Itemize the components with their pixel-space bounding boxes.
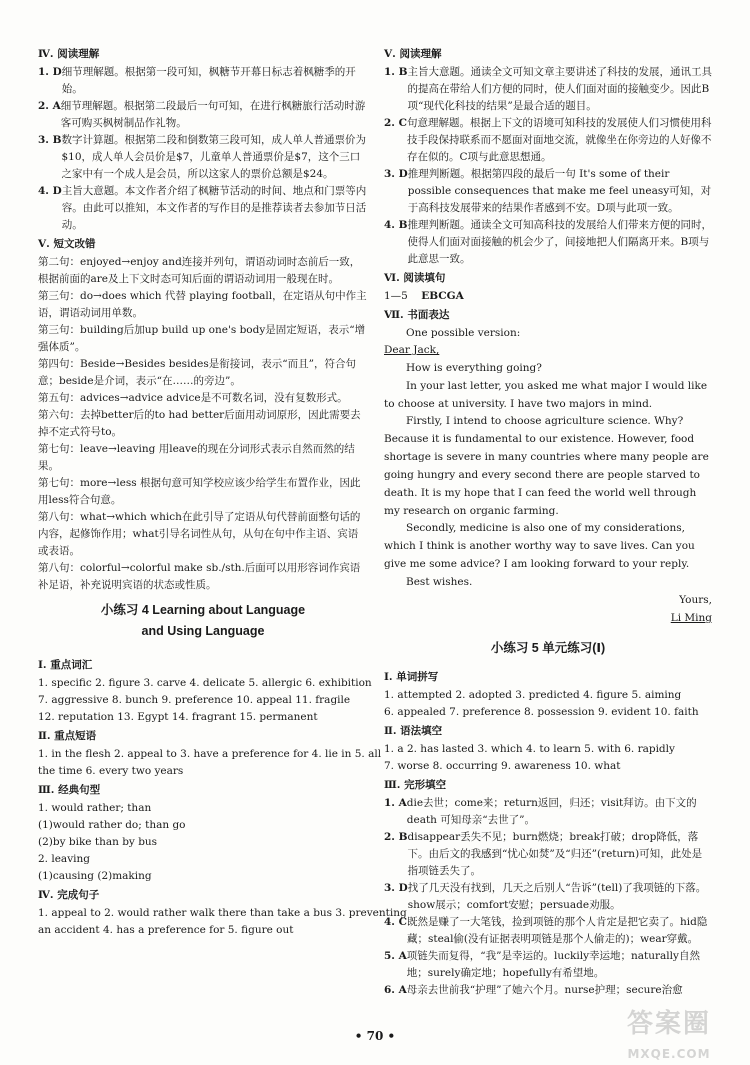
page-number: • 70 • [354,1029,396,1043]
reading-answer-item-explanation: 细节理解题。根据第一段可知，枫糖节开幕日标志着枫糖季的开始。 [61,66,356,95]
reading-answer-item [384,64,712,115]
complete-answer-line: 1. appeal to 2. would rather walk there than take a bus 3. preventing [38,906,407,919]
reading-answer-item-explanation: 推理判断题。通读全文可知高科技的发展给人们带来方便的同时，使得人们面对面接触的机会少了，间接地把人们隔离开来。B项与此意思一致。 [407,219,712,265]
vocab-answer-line: 12. reputation 13. Egypt 14. fragrant 15. permanent [38,710,318,723]
complete-answer-line: an accident 4. has a preference for 5. figure out [38,923,294,936]
correction-item: 第七句：leave→leaving 用leave的现在分词形式表示自然而然的结果。 [38,443,355,472]
section-header-sentence: Ⅲ. 经典句型 [38,783,101,796]
reading-answer-item-explanation: 句意理解题。根据上下文的语境可知科技的发展使人们习惯使用科技手段保持联系而不愿面对面地交流，就像坐在你旁边的人好像不存在似的。C项与此意思想通。 [406,117,712,163]
spelling-answers [384,687,712,721]
correction-item: 第七句：more→less 根据句意可知学校应该少给学生布置作业，因此用less符合句意。 [38,477,361,506]
reading-answer-item-number: 1. B [384,66,408,78]
letter-paragraph: In your last letter, you asked me what major I would like to choose at university. I have two majors in mind. [384,379,708,410]
sample-letter [384,342,712,628]
correction-item: 第五句：advices→advice advice是不可数名词，没有复数形式。 [38,392,348,404]
sentence-answer-line: (1)causing (2)making [38,869,152,882]
reading-answer-item-explanation: 主旨大意题。本文作者介绍了枫糖节活动的时间、地点和门票等内容。由此可以推知，本文作者的写作目的是推荐读者去参加节日活动。 [61,185,367,231]
cloze-answer-item-explanation: die去世；come来；return返回，归还；visit拜访。由下文的 death 可知母亲“去世了”。 [406,796,697,826]
reading-answer-item-number: 1. D [38,66,62,78]
reading-answer-item-number: 4. D [38,185,62,197]
vocab-answer-line: 7. aggressive 8. bunch 9. preference 10. appeal 11. fragile [38,693,351,706]
reading-answer-item [38,132,368,183]
section-header-correction: Ⅴ. 短文改错 [38,238,96,250]
reading-answer-item-explanation: 主旨大意题。通读全文可知文章主要讲述了科技的发展，通讯工具的提高在带给人们方便的同时，使人们面对面的接触变少。因此B项“现代化科技的结果”是最合适的题目。 [407,66,712,112]
reading-answer-item [38,64,368,98]
cloze-answer-item-number: 5. A [384,949,407,962]
reading-answers-right [384,64,712,268]
letter-salutation: Dear Jack, [384,344,440,356]
cloze-answer-item-explanation: 既然是赚了一大笔钱，捡到项链的那个人肯定是把它卖了。hid隐藏；steal偷(没有证据表明项链是那个人偷走的)；wear穿戴。 [406,915,708,945]
correction-item: 第四句：Beside→Besides besides是衔接词，表示“而且”，符合句意；beside是介词，表示“在……的旁边”。 [38,358,356,387]
cloze-answer-item [384,880,712,914]
letter-paragraph: How is everything going? [406,361,542,374]
section-header-phrase: Ⅱ. 重点短语 [38,729,97,742]
cloze-answers [384,795,712,999]
correction-item: 第六句：去掉better后的to had better后面用动词原形，因此需要去掉不定式符号to。 [38,409,361,438]
cloze-answer-item-explanation: 项链失而复得，“我”是幸运的。luckily幸运地；naturally自然地；surely确定地；hopefully有希望地。 [406,949,700,979]
site-watermark-logo [594,1003,744,1061]
correction-answers [38,254,368,594]
section-header-grammar: Ⅱ. 语法填空 [384,724,443,737]
reading-answer-item [384,115,712,166]
lesson-5-title: 小练习 5 单元练习(Ⅰ) [490,640,606,655]
fill-answer-prefix: 1—5 [384,290,408,302]
section-header-reading-left: Ⅳ. 阅读理解 [38,48,100,60]
cloze-answer-item-explanation: 母亲去世前我“护理”了她六个月。nurse护理；secure治愈 [406,983,683,996]
reading-answers-left [38,64,368,234]
letter-paragraph: Best wishes. [406,575,473,588]
phrase-answers [38,746,382,780]
spelling-answer-line: 6. appealed 7. preference 8. possession 9. evident 10. faith [384,705,699,718]
watermark-line1: 答案圈 [626,1009,711,1039]
watermark-line2: MXQE.COM [627,1047,711,1062]
cloze-answer-item [384,795,712,829]
correction-item: 第八句：colorful→colorful make sb./sth.后面可以用形容词作宾语补足语，补充说明宾语的状态或性质。 [38,562,361,591]
letter-closing: Yours, [679,593,712,606]
cloze-answer-item [384,982,712,999]
vocab-answer-line: 1. specific 2. figure 3. carve 4. delicate 5. allergic 6. exhibition [38,676,372,689]
reading-answer-item-number: 4. B [384,219,408,231]
section-header-complete: Ⅳ. 完成句子 [38,888,100,901]
spelling-answer-line: 1. attempted 2. adopted 3. predicted 4. figure 5. aiming [384,688,682,701]
cloze-answer-item-explanation: disappear丢失不见；burn燃烧；break打破；drop降低，落下。由后文的我感到“忧心如焚”及“归还”(return)可知，此处是指项链丢失了。 [407,830,703,877]
reading-answer-item-number: 3. B [38,134,62,146]
writing-intro: One possible version: [406,327,521,339]
letter-paragraph: Firstly, I intend to choose agriculture science. Why? Because it is fundamental to our existence. However, food shortage is severe in many countries where many people are going hungry and every second there are people starved to death. It is my hope that I can feed the world well through my research on organic farming. [384,415,709,517]
reading-answer-item [38,98,368,132]
section-header-writing: Ⅶ. 书面表达 [384,309,450,321]
correction-item: 第二句：enjoyed→enjoy and连接并列句，谓语动词时态前后一致，根据前面的are及上下文时态可知后面的谓语动词用一般现在时。 [38,256,361,285]
letter-signature-line [384,610,712,628]
cloze-answer-item-number: 3. D [384,881,408,894]
reading-answer-item-explanation: 推理判断题。根据第四段的最后一句 It's some of their possible consequences that make me feel uneasy可知，对于高科技发展带来的结果作者感到不安。D项与此项一致。 [407,168,712,214]
correction-item: 第三句：building后加up build up one's body是固定短语，表示“增强体质”。 [38,324,366,353]
cloze-answer-item [384,948,712,982]
sentence-answer-line: 1. would rather; than [38,801,152,814]
cloze-answer-item-explanation: 找了几天没有找到，几天之后别人“告诉”(tell)了我项链的下落。show展示；comfort安慰；persuade劝服。 [407,881,707,911]
reading-answer-item-number: 2. A [38,100,61,112]
cloze-answer-item-number: 4. C [384,915,407,928]
phrase-answer-line: the time 6. every two years [38,764,184,777]
correction-item: 第八句：what→which which在此引导了定语从句代替前面整句话的内容，起修饰作用；what引导名词性从句，从句在句中作主语、宾语或表语。 [38,511,361,557]
letter-signature: Li Ming [670,611,712,624]
reading-answer-item-number: 3. D [384,168,408,180]
lesson-4-title-line1: 小练习 4 Learning about Language [100,603,306,617]
cloze-answer-item-number: 6. A [384,983,407,996]
phrase-answer-line: 1. in the flesh 2. appeal to 3. have a preference for 4. lie in 5. all [38,747,382,760]
reading-answer-item [38,183,368,234]
section-header-spelling: Ⅰ. 单词拼写 [384,670,439,683]
reading-answer-item-number: 2. C [384,117,407,129]
reading-answer-item-explanation: 细节理解题。根据第二段最后一句可知，在进行枫糖旅行活动时游客可购买枫树制品作礼物。 [60,100,366,129]
section-header-vocab: Ⅰ. 重点词汇 [38,658,93,671]
correction-item: 第三句：do→does which 代替 playing football，在定语从句中作主语，谓语动词用单数。 [38,290,367,319]
section-header-reading-right: Ⅴ. 阅读理解 [384,48,442,60]
reading-answer-item [384,217,712,268]
fill-answer-line [384,288,712,305]
reading-answer-item [384,166,712,217]
lesson-4-title-line2: and Using Language [141,624,265,639]
cloze-answer-item [384,914,712,948]
cloze-answer-item [384,829,712,880]
right-column [384,44,712,999]
section-header-fill: Ⅵ. 阅读填句 [384,272,446,284]
cloze-answer-item-number: 2. B [384,830,408,843]
cloze-answer-item-number: 1. A [384,796,407,809]
letter-body [384,360,712,592]
vocab-answers [38,675,372,726]
sentence-answer-line: 2. leaving [38,852,90,865]
sentence-answers [38,800,368,885]
fill-answer: EBCGA [421,290,464,302]
reading-answer-item-explanation: 数字计算题。根据第二段和倒数第三段可知，成人单人普通票价为$10，成人单人会员价是$7，儿童单人普通票价是$7，这个三口之家中有一个成人是会员，所以这家人的票价总额是$24。 [61,134,366,180]
sentence-answer-line: (1)would rather do; than go [38,818,186,831]
sentence-answer-line: (2)by bike than by bus [38,835,158,848]
grammar-answer-line: 7. worse 8. occurring 9. awareness 10. what [384,759,621,772]
section-header-cloze: Ⅲ. 完形填空 [384,778,447,791]
grammar-answers [384,741,712,775]
grammar-answer-line: 1. a 2. has lasted 3. which 4. to learn 5. with 6. rapidly [384,742,675,755]
letter-paragraph: Secondly, medicine is also one of my considerations, which I think is another worthy way to save lives. Can you give me some advice? I am looking forward to your reply. [384,522,695,571]
